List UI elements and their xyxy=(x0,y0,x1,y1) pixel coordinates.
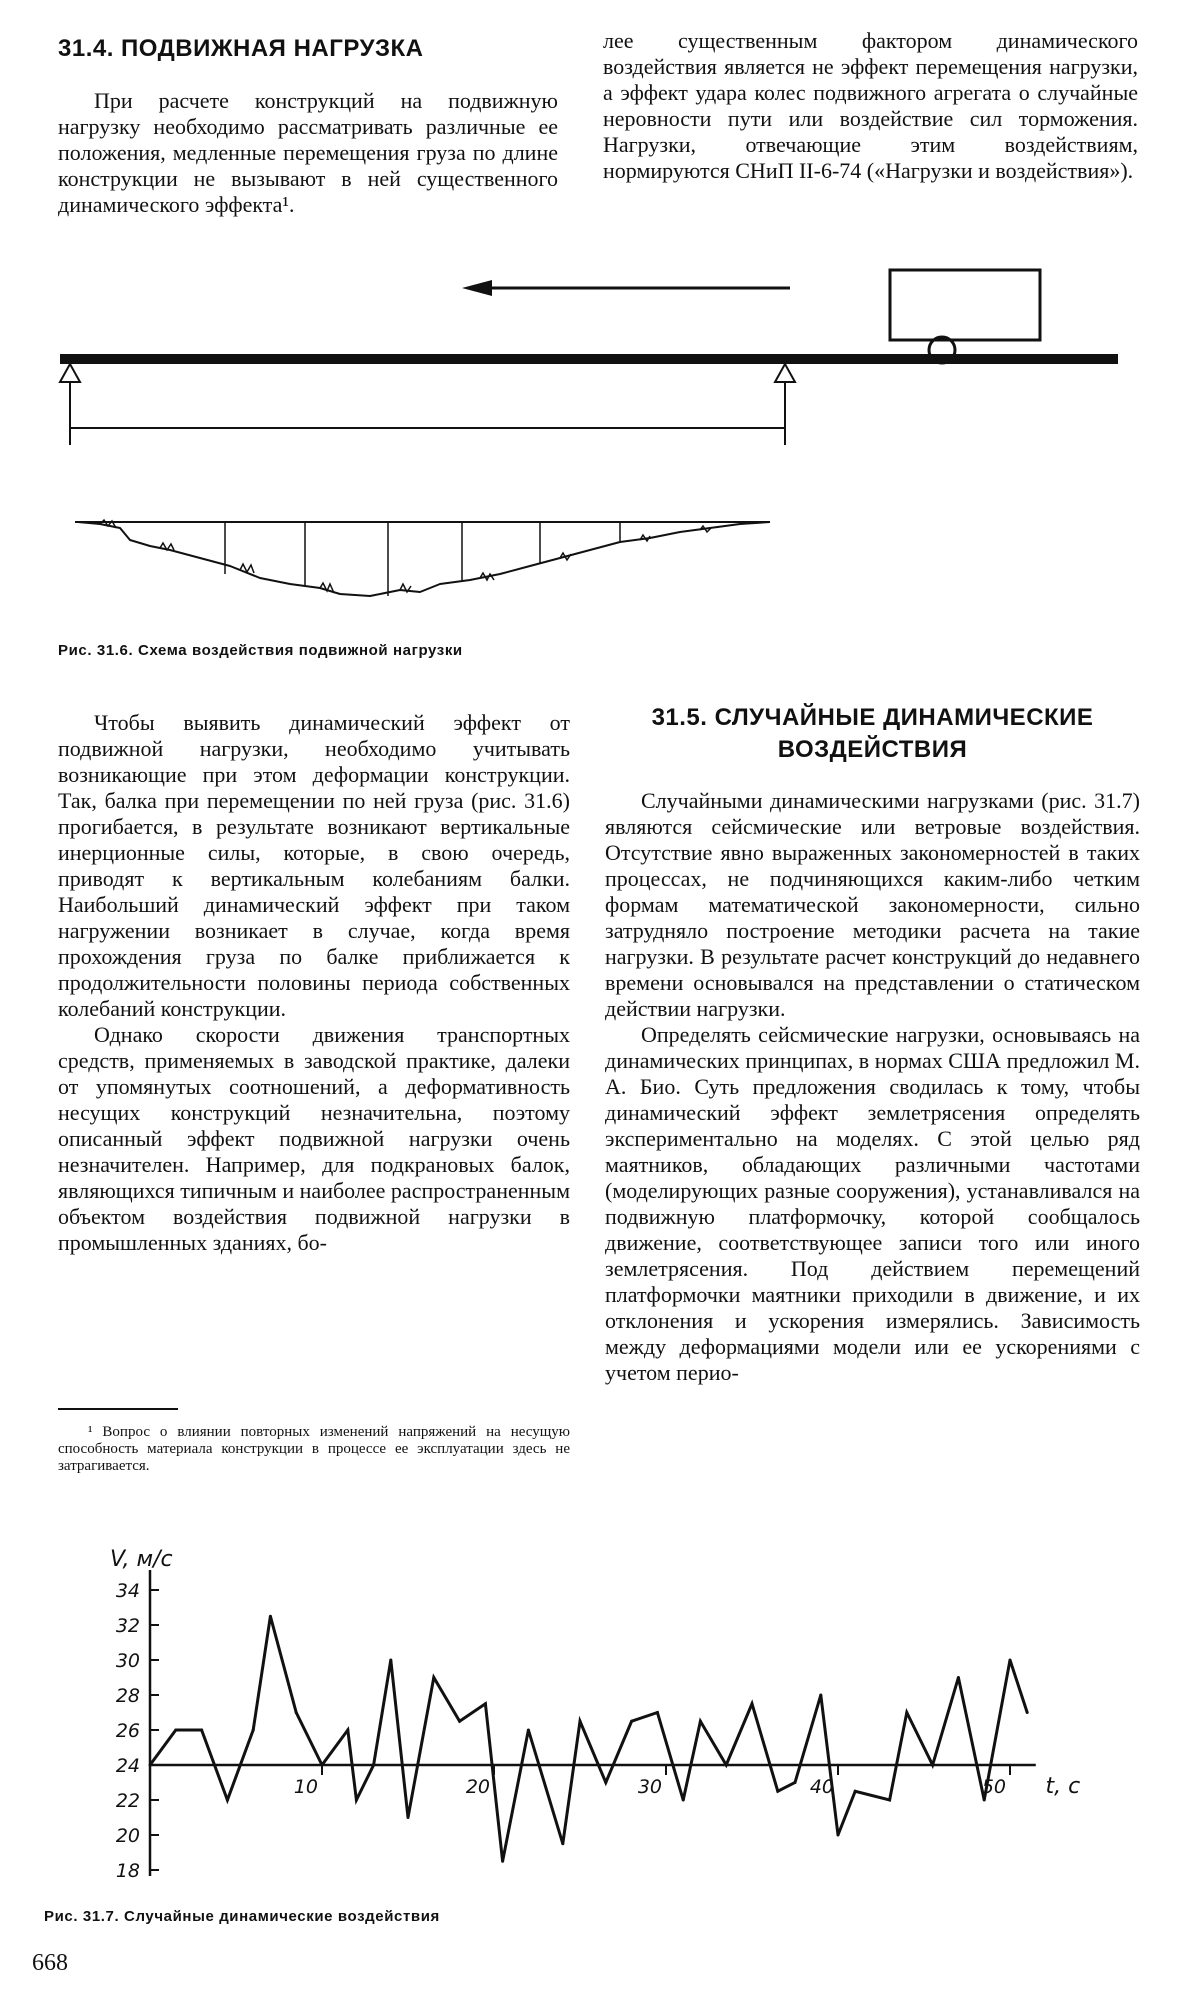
x-axis-label: t, с xyxy=(1045,1774,1081,1799)
data-point xyxy=(725,1764,728,1767)
footnote-text: ¹ Вопрос о влиянии повторных изменений напряжений на несущую способность материала конструкции в процессе ее эксплуатации здесь не затрагивается. xyxy=(58,1424,570,1474)
moving-load-icon xyxy=(890,270,1040,363)
right-support-icon xyxy=(775,364,795,382)
paragraph-text: Чтобы выявить динамический эффект от подвижной нагрузки, необходимо учитывать возникающие при этом деформации конструкции. Так, балка при перемещении по ней груза (рис. 31.6) прогибается, в результате возникают вертикальные инерционные силы, которые, в свою очередь, приводят к вертикальным колебаниям балки. Наибольший динамический эффект при таком нагружении возникает в случае, когда время прохождения груза по балке приближается к продолжительности половины периода собственных колебаний конструкции. xyxy=(58,710,570,1021)
section-31-4-paragraph-1 xyxy=(58,88,558,218)
data-point xyxy=(579,1720,582,1723)
x-tick-label: 30 xyxy=(637,1776,662,1798)
data-point xyxy=(837,1834,840,1837)
y-tick-label: 34 xyxy=(115,1580,140,1602)
left-support-icon xyxy=(60,364,80,382)
paragraph-text: лее существенным фактором динамического воздействия является не эффект перемещения нагрузки, а эффект удара колес подвижного агрегата о случайные неровности пути или воздействие сил торможения. Нагрузки, отвечающие этим воздействиям, нормируются СНиП II-6-74 («Нагрузки и воздействия»). xyxy=(603,28,1138,183)
footnote-rule xyxy=(58,1408,178,1410)
data-point xyxy=(888,1799,891,1802)
data-point xyxy=(794,1781,797,1784)
data-point xyxy=(561,1842,564,1845)
section-31-4-title: 31.4. ПОДВИЖНАЯ НАГРУЗКА xyxy=(58,35,424,62)
data-point xyxy=(604,1781,607,1784)
page-number: 668 xyxy=(32,1950,68,1976)
section-31-4-body xyxy=(58,710,570,1256)
y-tick-label: 26 xyxy=(115,1720,140,1742)
data-point xyxy=(269,1615,272,1618)
direction-arrow-icon xyxy=(462,280,790,296)
figure-31-7-caption: Рис. 31.7. Случайные динамические воздействия xyxy=(44,1908,440,1925)
paragraph-text: При расчете конструкций на подвижную нагрузку необходимо рассматривать различные ее положения, медленные перемещения груза по длине конструкции не вызывают в ней существенного динамического эффекта¹. xyxy=(58,88,558,217)
x-tick-label: 50 xyxy=(981,1776,1006,1798)
data-point xyxy=(983,1799,986,1802)
y-tick-label: 32 xyxy=(115,1615,140,1637)
y-tick-label: 22 xyxy=(115,1790,140,1812)
footnote xyxy=(58,1424,570,1475)
data-point xyxy=(682,1799,685,1802)
data-point xyxy=(407,1816,410,1819)
section-31-5-title: 31.5. СЛУЧАЙНЫЕ ДИНАМИЧЕСКИЕ ВОЗДЕЙСТВИЯ xyxy=(651,704,1094,763)
data-point xyxy=(389,1659,392,1662)
x-tick-label: 40 xyxy=(809,1776,834,1798)
data-point xyxy=(854,1790,857,1793)
data-point xyxy=(321,1764,324,1767)
data-point xyxy=(1026,1711,1029,1714)
data-point xyxy=(699,1720,702,1723)
data-point xyxy=(432,1676,435,1679)
paragraph-text: Случайными динамическими нагрузками (рис. 31.7) являются сейсмические или ветровые воздействия. Отсутствие явно выраженных закономерностей в таких процессах, не подчиняющихся каким-либо четким формам математической закономерности, сильно затрудняло построение методики расчета на такие нагрузки. В результате расчет конструкций до недавнего времени основывался на представлении о статическом действии нагрузки. xyxy=(605,788,1140,1021)
figure-31-6-caption: Рис. 31.6. Схема воздействия подвижной нагрузки xyxy=(58,642,463,659)
data-point xyxy=(346,1729,349,1732)
figure-31-6-scheme xyxy=(0,240,1200,630)
data-point xyxy=(295,1711,298,1714)
data-point xyxy=(931,1764,934,1767)
paragraph-text: Определять сейсмические нагрузки, основываясь на динамических принципах, в нормах США предложил М. А. Био. Суть предложения сводилась к тому, чтобы динамический эффект землетрясения определять экспериментально на моделях. С этой целью ряд маятников, обладающих различными частотами (моделирующих разные сооружения), устанавливался на подвижную платформочку, которой сообщалось движение, соответствующее записи того или иного землетрясения. Под действием перемещений платформочки маятники приходили в движение, и их отклонения и ускорения измерялись. Зависимость между деформациями модели или ее ускорениями с учетом перио- xyxy=(605,1022,1140,1385)
series-line xyxy=(150,1616,1027,1861)
section-31-5-body xyxy=(605,788,1140,1386)
y-tick-label: 30 xyxy=(115,1650,140,1672)
y-tick-label: 24 xyxy=(115,1755,140,1777)
data-point xyxy=(751,1702,754,1705)
data-point xyxy=(174,1729,177,1732)
x-tick-label: 10 xyxy=(293,1776,318,1798)
data-point xyxy=(501,1860,504,1863)
data-point xyxy=(355,1799,358,1802)
data-point xyxy=(484,1702,487,1705)
right-column-top-text xyxy=(603,28,1138,184)
data-point xyxy=(630,1720,633,1723)
data-point xyxy=(656,1711,659,1714)
data-point xyxy=(527,1729,530,1732)
beam-line xyxy=(60,354,1118,364)
paragraph-text: Однако скорости движения транспортных средств, применяемых в заводской практике, далеки от упомянутых соотношений, а деформативность несущих конструкций незначительна, поэтому описанный эффект подвижной нагрузки очень незначителен. Например, для подкрановых балок, являющихся типичным и наиболее распространенным объектом воздействия подвижной нагрузки в промышленных зданиях, бо- xyxy=(58,1022,570,1255)
y-axis-label: V, м/с xyxy=(110,1547,173,1572)
data-point xyxy=(1009,1659,1012,1662)
data-point xyxy=(226,1799,229,1802)
x-tick-label: 20 xyxy=(465,1776,490,1798)
y-tick-label: 18 xyxy=(115,1860,140,1882)
span-dimension-line xyxy=(70,382,785,445)
data-point xyxy=(372,1764,375,1767)
data-point xyxy=(252,1729,255,1732)
deflection-diagram xyxy=(75,520,770,596)
data-point xyxy=(819,1694,822,1697)
data-point xyxy=(458,1720,461,1723)
data-point xyxy=(149,1764,152,1767)
figure-31-7-chart xyxy=(0,1540,1200,1900)
data-point xyxy=(776,1790,779,1793)
y-tick-label: 28 xyxy=(115,1685,140,1707)
data-point xyxy=(905,1711,908,1714)
y-tick-label: 20 xyxy=(115,1825,140,1847)
data-point xyxy=(200,1729,203,1732)
data-point xyxy=(957,1676,960,1679)
